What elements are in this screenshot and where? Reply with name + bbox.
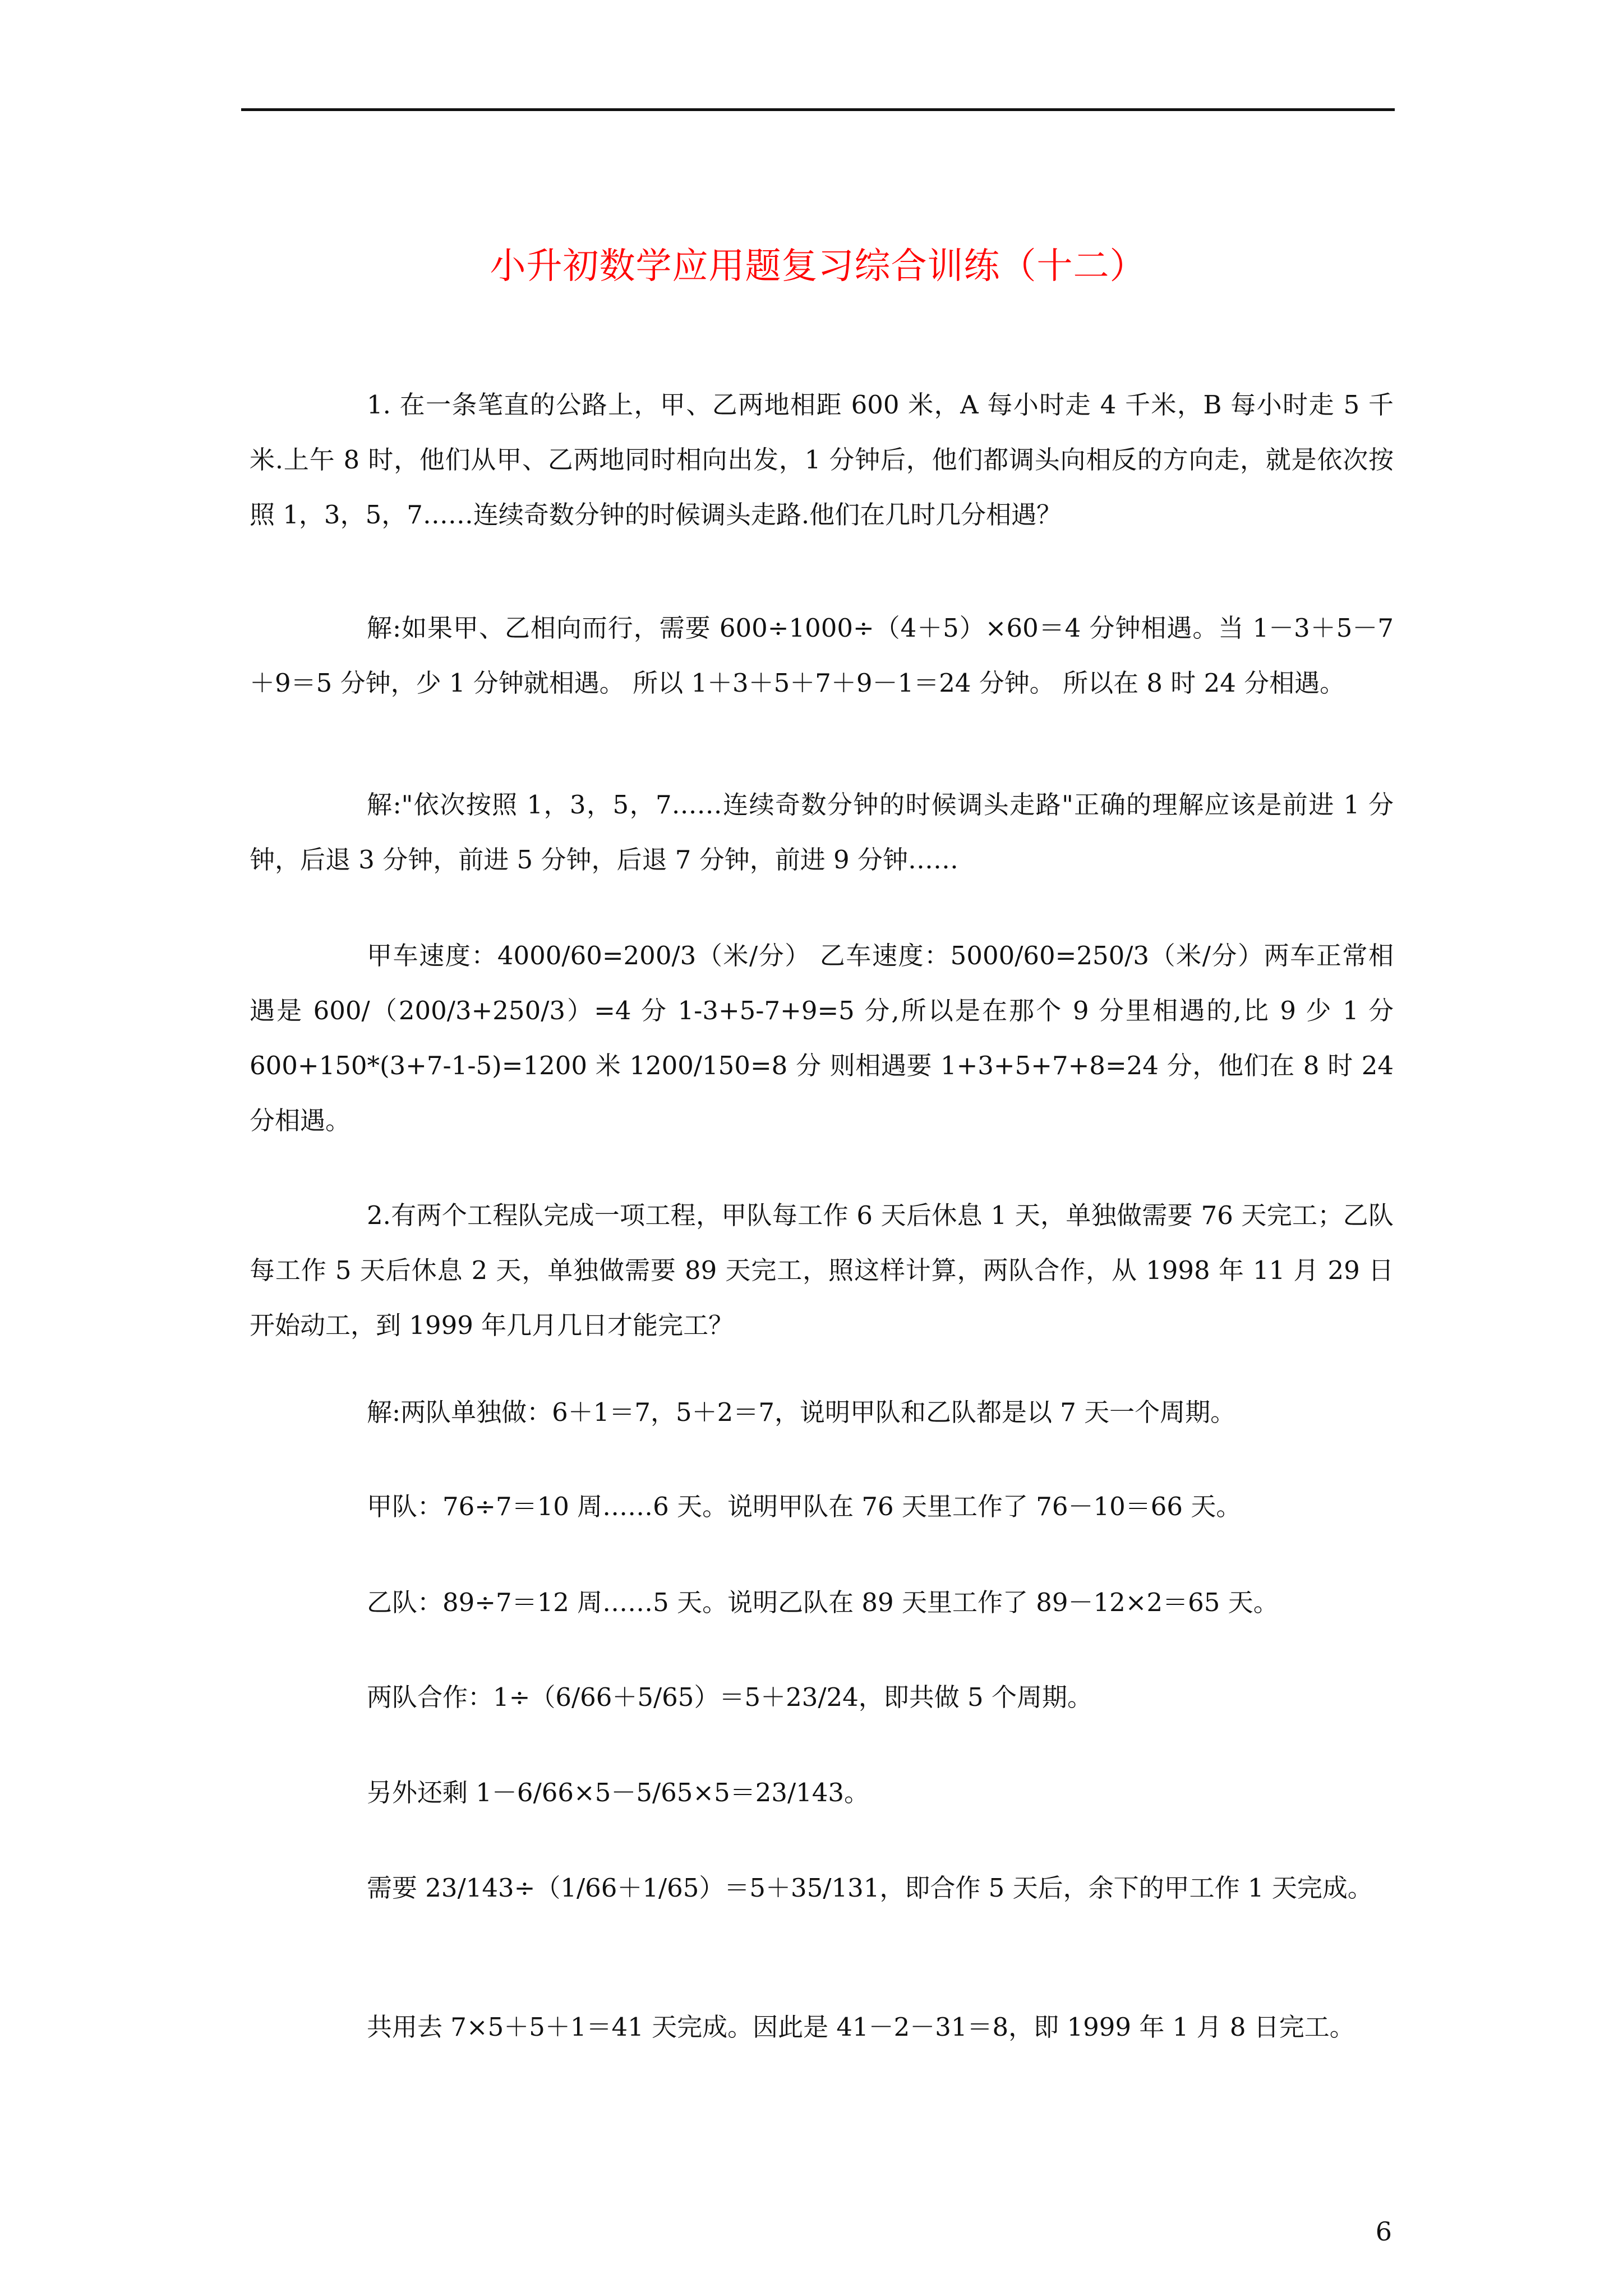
problem-2-solution-line-4: 两队合作：1÷（6/66＋5/65）＝5＋23/24，即共做 5 个周期。 [367, 1682, 1092, 1712]
problem-2-solution-line-3: 乙队：89÷7＝12 周……5 天。说明乙队在 89 天里工作了 89－12×2＝65 天。 [367, 1588, 1279, 1617]
problem-2-text: 2.有两个工程队完成一项工程，甲队每工作 6 天后休息 1 天，单独做需要 76 天完工；乙队每工作 5 天后休息 2 天，单独做需要 89 天完工，照这样计算，两队合作，从 1998 年 11 月 29 日开始动工，到 1999 年几月几日才能完工？ [250, 1200, 1394, 1340]
problem-2-solution-line-6: 需要 23/143÷（1/66＋1/65）＝5＋35/131，即合作 5 天后，余下的甲工作 1 天完成。 [367, 1873, 1373, 1903]
problem-1-text: 1. 在一条笔直的公路上，甲、乙两地相距 600 米，A 每小时走 4 千米，B 每小时走 5 千米.上午 8 时，他们从甲、乙两地同时相向出发，1 分钟后，他们都调头向相反的方向走，就是依次按照 1，3，5，7……连续奇数分钟的时候调头走路.他们在几时几分相遇？ [250, 390, 1394, 530]
problem-2-solution-line-2: 甲队：76÷7＝10 周……6 天。说明甲队在 76 天里工作了 76－10＝66 天。 [367, 1492, 1242, 1521]
problem-2-solution-line-1: 解:两队单独做：6＋1＝7，5＋2＝7，说明甲队和乙队都是以 7 天一个周期。 [367, 1397, 1236, 1427]
page-number: 6 [1375, 2216, 1392, 2247]
problem-2-solution-line-5: 另外还剩 1－6/66×5－5/65×5＝23/143。 [367, 1778, 870, 1807]
problem-1-solution-b: 解:"依次按照 1，3，5，7……连续奇数分钟的时候调头走路"正确的理解应该是前进 1 分钟，后退 3 分钟，前进 5 分钟，后退 7 分钟，前进 9 分钟…… [250, 790, 1394, 875]
header-rule [241, 108, 1395, 111]
problem-1-solution-b-detail: 甲车速度：4000/60=200/3（米/分） 乙车速度：5000/60=250/3（米/分）两车正常相遇是 600/（200/3+250/3）=4 分 1-3+5-7+9=5 分,所以是在那个 9 分里相遇的,比 9 少 1 分 600+150*(3+7-1-5)=1200 米 1200/150=8 分 则相遇要 1+3+5+7+8=24 分，他们在 8 时 24 分相遇。 [250, 941, 1394, 1135]
problem-2-solution-line-7: 共用去 7×5＋5＋1＝41 天完成。因此是 41－2－31＝8，即 1999 年 1 月 8 日完工。 [367, 2012, 1355, 2042]
document-title: 小升初数学应用题复习综合训练（十二） [490, 246, 1146, 287]
problem-1-solution-a: 解:如果甲、乙相向而行，需要 600÷1000÷（4＋5）×60＝4 分钟相遇。当 1－3＋5－7＋9＝5 分钟，少 1 分钟就相遇。 所以 1＋3＋5＋7＋9－1＝24 分钟。 所以在 8 时 24 分相遇。 [250, 613, 1394, 698]
